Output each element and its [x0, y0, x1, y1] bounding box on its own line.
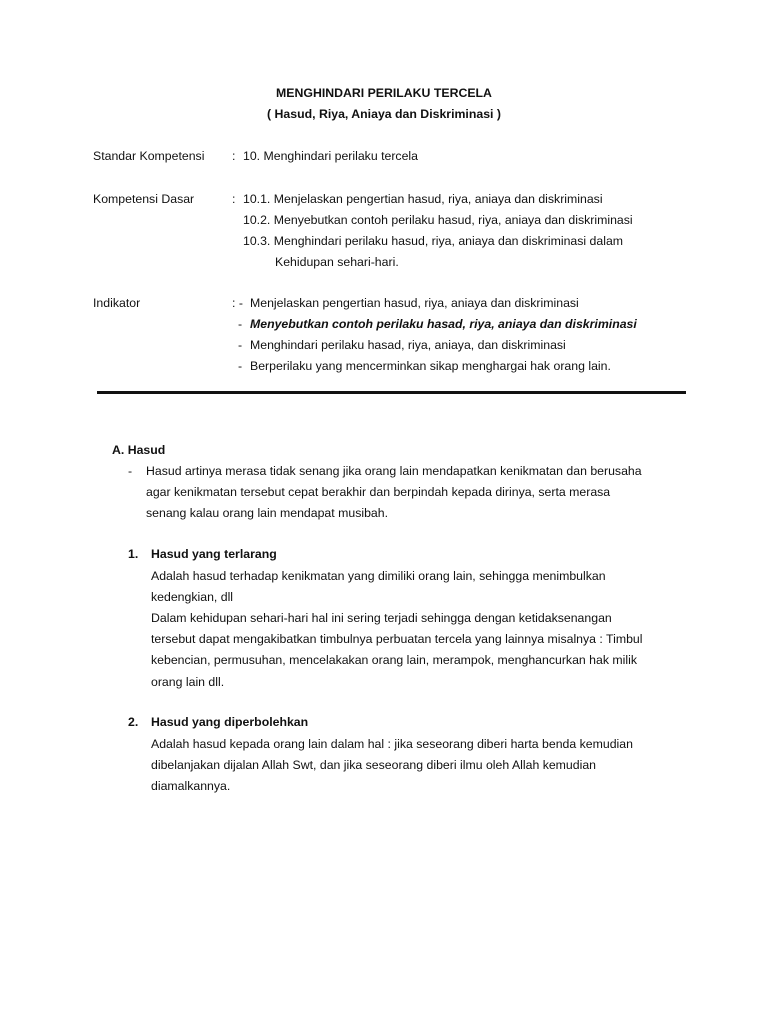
sub2-line: diamalkannya.: [151, 779, 231, 793]
kompetensi-item: 10.3. Menghindari perilaku hasud, riya, aniaya dan diskriminasi dalam: [243, 234, 624, 248]
indikator-item: Menyebutkan contoh perilaku hasad, riya, aniaya dan diskriminasi: [250, 317, 637, 331]
standar-colon: :: [232, 149, 236, 163]
sub1-line: Dalam kehidupan sehari-hari hal ini sering terjadi sehingga dengan ketidaksenangan: [151, 611, 612, 625]
kompetensi-label: Kompetensi Dasar: [93, 192, 195, 206]
sub1-line: kedengkian, dll: [151, 590, 234, 604]
sub1-number: 1.: [128, 547, 139, 561]
indikator-item: Menghindari perilaku hasad, riya, aniaya, dan diskriminasi: [250, 338, 566, 352]
section-divider: [97, 391, 686, 394]
sub1-line: kebencian, permusuhan, mencelakakan orang lain, merampok, menghancurkan hak milik: [151, 653, 637, 667]
section-a-dash: -: [128, 464, 133, 478]
sub2-title: Hasud yang diperbolehkan: [151, 715, 309, 729]
indikator-label: Indikator: [93, 296, 141, 310]
kompetensi-item: 10.2. Menyebutkan contoh perilaku hasud, riya, aniaya dan diskriminasi: [243, 213, 633, 227]
standar-value: 10. Menghindari perilaku tercela: [243, 149, 418, 163]
section-a-heading: A. Hasud: [112, 443, 166, 457]
sub2-number: 2.: [128, 715, 139, 729]
page-subtitle: ( Hasud, Riya, Aniaya dan Diskriminasi ): [267, 107, 501, 121]
section-a-intro-line: Hasud artinya merasa tidak senang jika orang lain mendapatkan kenikmatan dan berusaha: [146, 464, 642, 478]
kompetensi-item: 10.1. Menjelaskan pengertian hasud, riya, aniaya dan diskriminasi: [243, 192, 603, 206]
section-a-intro-line: senang kalau orang lain mendapat musibah.: [146, 506, 389, 520]
sub2-line: Adalah hasud kepada orang lain dalam hal : jika seseorang diberi harta benda kemudian: [151, 737, 633, 751]
sub1-line: tersebut dapat mengakibatkan timbulnya perbuatan tercela yang lainnya misalnya : Timbul: [151, 632, 643, 646]
indikator-dash: -: [238, 359, 243, 373]
indikator-item: Berperilaku yang mencerminkan sikap menghargai hak orang lain.: [250, 359, 611, 373]
indikator-colon: : -: [232, 296, 243, 310]
section-a-intro-line: agar kenikmatan tersebut cepat berakhir dan berpindah kepada dirinya, serta merasa: [146, 485, 611, 499]
kompetensi-colon: :: [232, 192, 236, 206]
standar-label: Standar Kompetensi: [93, 149, 205, 163]
sub1-title: Hasud yang terlarang: [151, 547, 277, 561]
indikator-item: Menjelaskan pengertian hasud, riya, aniaya dan diskriminasi: [250, 296, 579, 310]
sub1-line: Adalah hasud terhadap kenikmatan yang dimiliki orang lain, sehingga menimbulkan: [151, 569, 606, 583]
page-title: MENGHINDARI PERILAKU TERCELA: [276, 86, 492, 100]
sub2-line: dibelanjakan dijalan Allah Swt, dan jika seseorang diberi ilmu oleh Allah kemudian: [151, 758, 597, 772]
kompetensi-item: Kehidupan sehari-hari.: [275, 255, 399, 269]
indikator-dash: -: [238, 317, 243, 331]
sub1-line: orang lain dll.: [151, 675, 225, 689]
indikator-dash: -: [238, 338, 243, 352]
